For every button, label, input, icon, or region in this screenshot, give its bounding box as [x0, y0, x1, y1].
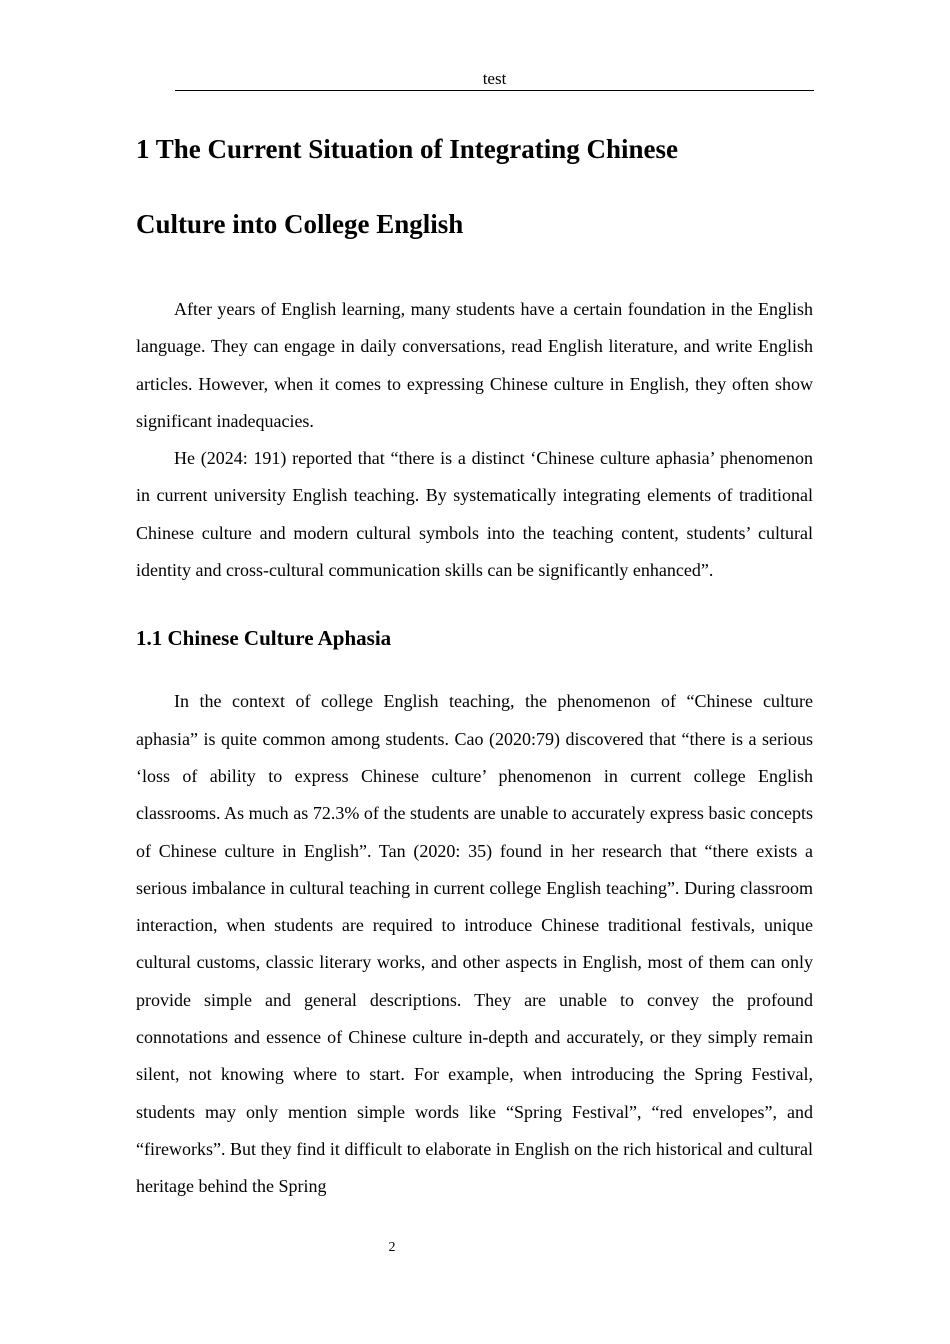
chapter-title-line-1: 1 The Current Situation of Integrating Chinese — [136, 134, 679, 164]
running-header — [175, 69, 814, 91]
body-paragraph-2: He (2024: 191) reported that “there is a distinct ‘Chinese culture aphasia’ phenomenon in current university English teaching. By systematically integrating elements of traditional Chinese culture and modern cultural symbols into the teaching content, students’ cultural identity and cross-cultural communication skills can be significantly enhanced”. — [136, 448, 813, 581]
page-body — [136, 112, 813, 1206]
section-paragraph-1: In the context of college English teaching, the phenomenon of “Chinese culture aphasia” is quite common among students. Cao (2020:79) discovered that “there is a serious ‘loss of ability to express Chinese culture’ phenomenon in current college English classrooms. As much as 72.3% of the students are unable to accurately express basic concepts of Chinese culture in English”. Tan (2020: 35) found in her research that “there exists a serious imbalance in cultural teaching in current college English teaching”. During classroom interaction, when students are required to introduce Chinese traditional festivals, unique cultural customs, classic literary works, and other aspects in English, most of them can only provide simple and general descriptions. They are unable to convey the profound connotations and essence of Chinese culture in-depth and accurately, or they simply remain silent, not knowing where to start. For example, when introducing the Spring Festival, students may only mention simple words like “Spring Festival”, “red envelopes”, and “fireworks”. But they find it difficult to elaborate in English on the rich historical and cultural heritage behind the Spring — [136, 691, 813, 1197]
page-number: 2 — [388, 1240, 396, 1255]
body-paragraph-1: After years of English learning, many students have a certain foundation in the English language. They can engage in daily conversations, read English literature, and write English articles. However, when it comes to expressing Chinese culture in English, they often show significant inadequacies. — [136, 299, 813, 431]
section-title: 1.1 Chinese Culture Aphasia — [136, 626, 392, 651]
chapter-title-line-2: Culture into College English — [136, 209, 464, 239]
running-header-title: test — [482, 69, 507, 88]
chapter-title — [136, 112, 813, 262]
